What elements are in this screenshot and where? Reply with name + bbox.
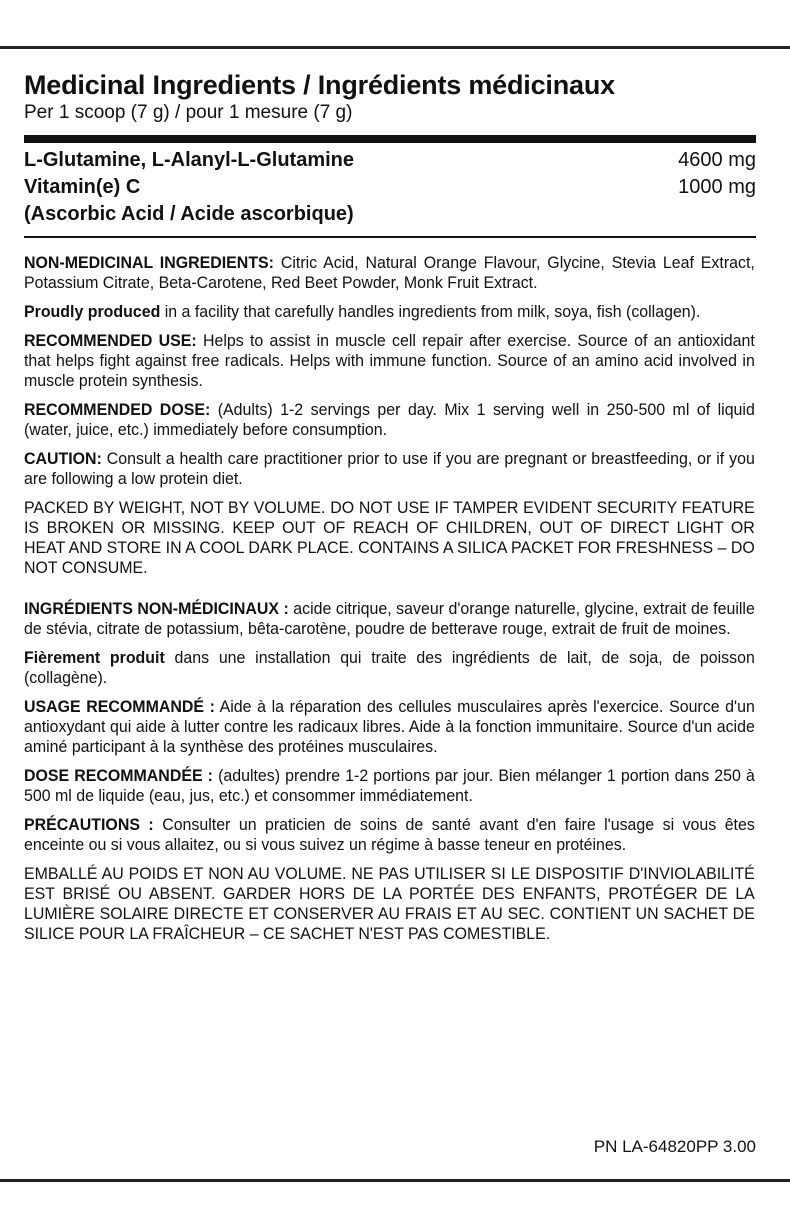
thick-divider [24,135,756,143]
ingredient-subname: (Ascorbic Acid / Acide ascorbique) [24,203,354,225]
section-text: Aide à la réparation des cellules musculaires après l'exercice. Source d'un antioxydant qui aide à lutter contre les radicaux libres. Aide à la fonction immunitaire. Source d'un acide aminé participant à la synthèse des protéines musculaires. [24,697,755,756]
recommended-dose-fr [24,766,755,806]
section-label: RECOMMENDED USE: [24,331,197,350]
section-text: dans une installation qui traite des ingrédients de lait, de soja, de poisson (collagène). [24,648,755,687]
section-text: Consult a health care practitioner prior to use if you are pregnant or breastfeeding, or if you are following a low protein diet. [24,449,755,488]
recommended-use-fr [24,697,755,757]
ingredient-row [24,147,756,174]
ingredient-row [24,174,756,201]
section-text: in a facility that carefully handles ingredients from milk, soya, fish (collagen). [160,302,701,321]
nonmedicinal-ingredients-en [24,253,755,293]
ingredient-amount: 4600 mg [678,149,756,171]
section-label: INGRÉDIENTS NON-MÉDICINAUX : [24,599,289,618]
packing-notice-en: PACKED BY WEIGHT, NOT BY VOLUME. DO NOT USE IF TAMPER EVIDENT SECURITY FEATURE IS BROKEN OR MISSING. KEEP OUT OF REACH OF CHILDREN, OUT OF DIRECT LIGHT OR HEAT AND STORE IN A COOL DARK PLACE. CONTAINS A SILICA PACKET FOR FRESHNESS – DO NOT CONSUME. [24,498,755,577]
ingredient-name: L-Glutamine, L-Alanyl-L-Glutamine [24,149,355,171]
allergen-statement-fr [24,648,755,688]
section-text: (adultes) prendre 1-2 portions par jour. Bien mélanger 1 portion dans 250 à 500 ml de liquide (eau, jus, etc.) et consommer immédiatement. [24,766,755,805]
allergen-statement-en [24,302,755,322]
section-label: USAGE RECOMMANDÉ : [24,697,215,716]
label-content [24,49,756,944]
section-label: Fièrement produit [24,648,165,667]
page-title: Medicinal Ingredients / Ingrédients médicinaux [24,70,615,100]
caution-fr [24,815,755,855]
section-text: (Adults) 1-2 servings per day. Mix 1 serving well in 250-500 ml of liquid (water, juice, etc.) immediately before consumption. [24,400,755,439]
nonmedicinal-ingredients-fr [24,599,755,639]
section-label: DOSE RECOMMANDÉE : [24,766,213,785]
serving-size: Per 1 scoop (7 g) / pour 1 mesure (7 g) [24,102,353,123]
section-text: Helps to assist in muscle cell repair after exercise. Source of an antioxidant that helps fight against free radicals. Helps with immune function. Source of an amino acid involved in muscle protein synthesis. [24,331,755,390]
medicinal-ingredients-table [24,147,756,228]
section-label: Proudly produced [24,302,161,321]
caution-en [24,449,755,489]
section-label: NON-MEDICINAL INGREDIENTS: [24,253,274,272]
section-label: RECOMMENDED DOSE: [24,400,211,419]
label-panel [0,46,790,1182]
section-text: acide citrique, saveur d'orange naturelle, glycine, extrait de feuille de stévia, citrate de potassium, bêta-carotène, poudre de betterave rouge, extrait de fruit de moines. [24,599,755,638]
ingredient-amount: 1000 mg [678,176,756,198]
section-text: Consulter un praticien de soins de santé avant d'en faire l'usage si vous êtes enceinte ou si vous allaitez, ou si vous suivez un régime à basse teneur en protéines. [24,815,755,854]
packing-notice-fr: EMBALLÉ AU POIDS ET NON AU VOLUME. NE PAS UTILISER SI LE DISPOSITIF D'INVIOLABILITÉ EST BRISÉ OU ABSENT. GARDER HORS DE LA PORTÉE DES ENFANTS, PROTÉGER DE LA LUMIÈRE SOLAIRE DIRECTE ET CONSERVER AU FRAIS ET AU SEC. CONTIENT UN SACHET DE SILICE POUR LA FRAÎCHEUR – CE SACHET N'EST PAS COMESTIBLE. [24,864,755,943]
recommended-use-en [24,331,755,391]
section-text: Citric Acid, Natural Orange Flavour, Glycine, Stevia Leaf Extract, Potassium Citrate, Beta-Carotene, Red Beet Powder, Monk Fruit Extract. [24,253,755,292]
ingredient-name: Vitamin(e) C [24,176,141,198]
section-label: CAUTION: [24,449,102,468]
section-label: PRÉCAUTIONS : [24,815,154,834]
product-number: PN LA-64820PP 3.00 [593,1137,756,1156]
recommended-dose-en [24,400,755,440]
